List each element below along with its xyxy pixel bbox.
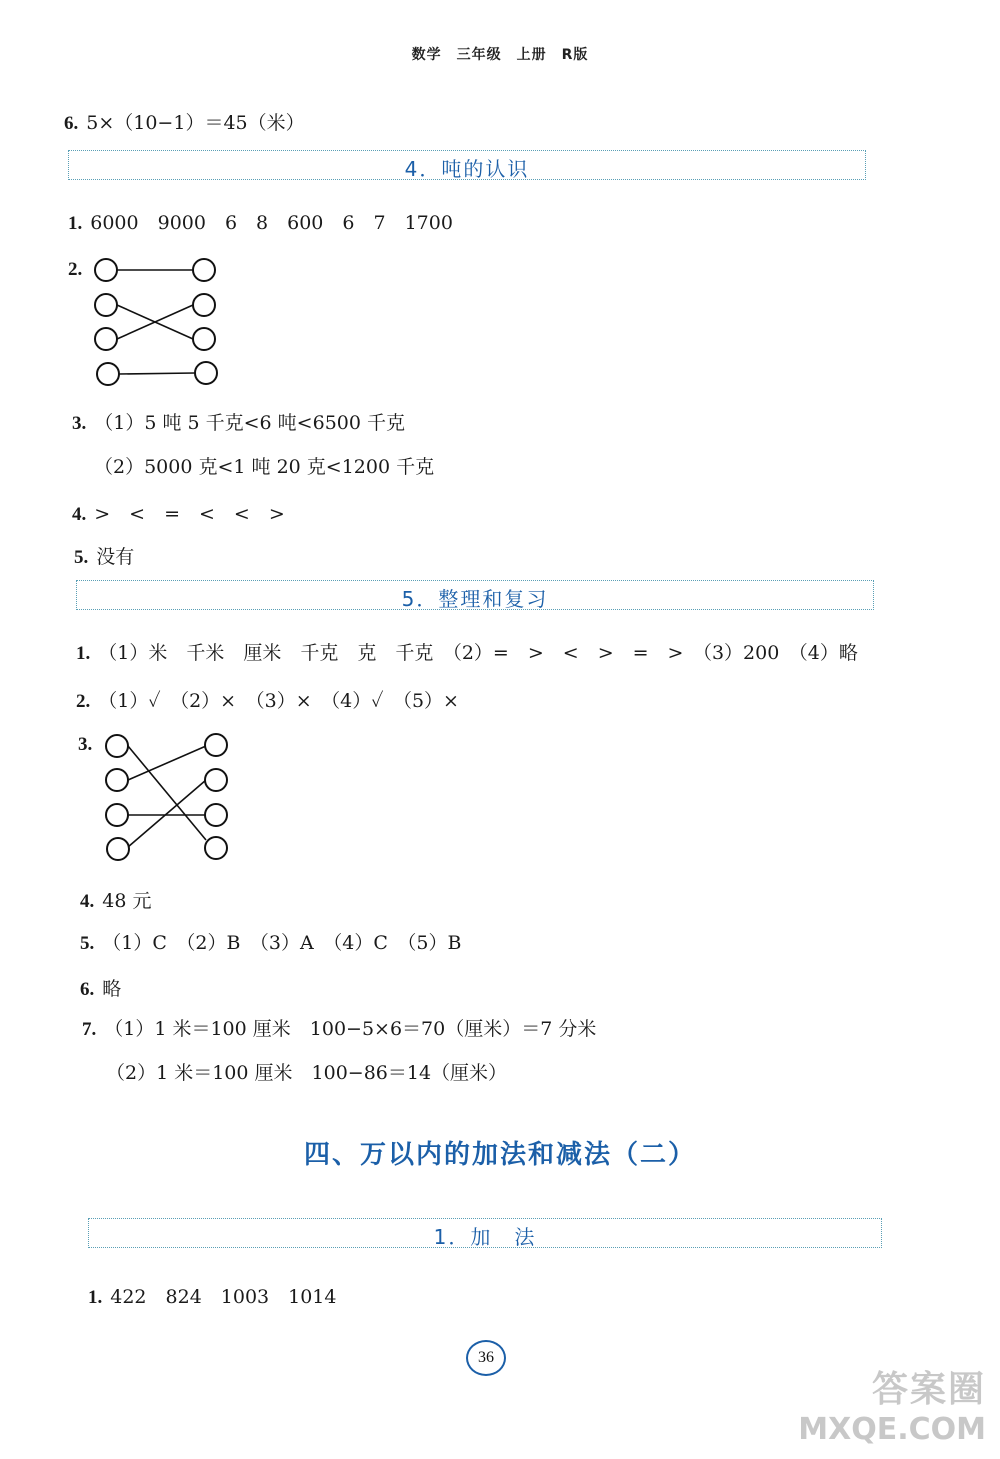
answer-text: （1）5 吨 5 千克<6 吨<6500 千克 xyxy=(94,412,405,434)
item-number: 3. xyxy=(78,734,93,755)
match-node xyxy=(106,735,128,757)
match-node xyxy=(195,362,217,384)
match-line xyxy=(128,780,206,847)
answer-item xyxy=(68,258,90,281)
answer-text: （1）米 千米 厘米 千克 克 千克 （2）= > < > = > （3）200 （4）略 xyxy=(98,642,858,664)
item-number: 4. xyxy=(80,891,95,912)
answer-subitem: （2）1 米＝100 厘米 100−86＝14（厘米） xyxy=(106,1062,508,1084)
item-number: 5. xyxy=(74,547,89,568)
item-number: 4. xyxy=(72,504,87,525)
answer-item xyxy=(82,1014,596,1041)
item-number: 6. xyxy=(64,113,79,134)
matching-diagram xyxy=(88,255,228,395)
section-banner xyxy=(76,580,874,610)
answer-item xyxy=(78,733,100,756)
answer-item xyxy=(74,542,134,569)
match-node xyxy=(205,769,227,791)
section-title: 5．整理和复习 xyxy=(401,587,549,611)
watermark-bottom: MXQE.COM xyxy=(798,1412,986,1447)
item-number: 3. xyxy=(72,413,87,434)
match-node xyxy=(95,328,117,350)
section-title: 4．吨的认识 xyxy=(404,157,530,181)
answer-item xyxy=(80,928,461,955)
item-number: 1. xyxy=(68,213,83,234)
answer-text: 5×（10−1）＝45（米） xyxy=(86,112,305,134)
section-title: 1．加 法 xyxy=(433,1225,537,1249)
match-node xyxy=(193,328,215,350)
match-node xyxy=(193,259,215,281)
answer-text: 422 824 1003 1014 xyxy=(110,1286,337,1308)
page-number: 36 xyxy=(466,1340,506,1376)
answer-item xyxy=(80,974,121,1001)
unit-title: 四、万以内的加法和减法（二） xyxy=(303,1140,696,1170)
item-number: 2. xyxy=(76,691,91,712)
item-number: 1. xyxy=(88,1287,103,1308)
answer-text: 48 元 xyxy=(102,890,152,912)
answer-item xyxy=(64,108,305,135)
match-node xyxy=(205,734,227,756)
match-node xyxy=(205,837,227,859)
item-number: 2. xyxy=(68,259,83,280)
section-banner xyxy=(68,150,866,180)
item-number: 5. xyxy=(80,933,95,954)
answer-item xyxy=(76,638,858,665)
watermark-top: 答案圈 xyxy=(871,1369,986,1410)
answer-item xyxy=(72,408,405,435)
match-line xyxy=(128,746,206,780)
match-node xyxy=(193,294,215,316)
answer-text: 6000 9000 6 8 600 6 7 1700 xyxy=(90,212,453,234)
answer-text: 略 xyxy=(102,978,122,1000)
answer-item xyxy=(68,208,453,235)
watermark xyxy=(798,1361,986,1447)
section-banner xyxy=(88,1218,882,1248)
answer-text: （1）✓ （2）× （3）× （4）✓ （5）× xyxy=(98,690,459,712)
match-node xyxy=(106,804,128,826)
match-line xyxy=(128,746,206,840)
match-node xyxy=(95,259,117,281)
answer-item xyxy=(88,1282,337,1309)
item-number: 7. xyxy=(82,1019,97,1040)
answer-text: （1）1 米＝100 厘米 100−5×6＝70（厘米）＝7 分米 xyxy=(104,1018,597,1040)
answer-subitem: （2）5000 克<1 吨 20 克<1200 千克 xyxy=(94,456,435,478)
answer-item xyxy=(72,499,285,526)
match-node xyxy=(107,838,129,860)
matching-diagram xyxy=(100,730,240,865)
match-node xyxy=(97,363,119,385)
answer-text: （1）C （2）B （3）A （4）C （5）B xyxy=(102,932,462,954)
answer-text: > < = < < > xyxy=(94,503,285,525)
item-number: 6. xyxy=(80,979,95,1000)
answer-item xyxy=(80,886,151,913)
match-line xyxy=(119,373,195,374)
answer-item xyxy=(76,686,459,713)
item-number: 1. xyxy=(76,643,91,664)
answer-text: 没有 xyxy=(96,546,135,568)
match-node xyxy=(95,294,117,316)
match-node xyxy=(106,769,128,791)
page-header: 数学 三年级 上册 R版 xyxy=(411,47,589,63)
match-node xyxy=(205,804,227,826)
